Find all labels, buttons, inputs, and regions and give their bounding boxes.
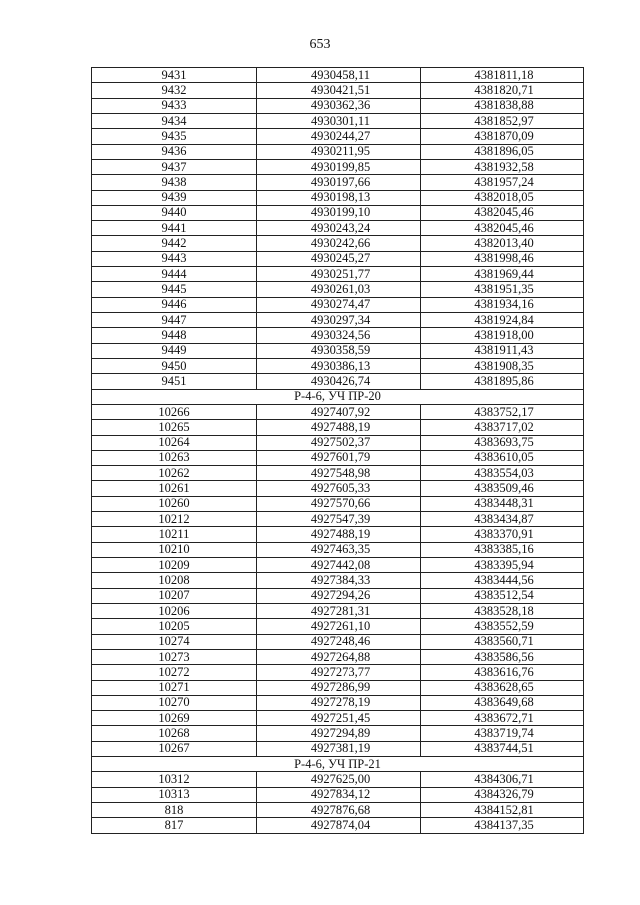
point-number-cell: 9431 xyxy=(92,68,257,83)
table-row xyxy=(92,527,584,542)
table-row xyxy=(92,68,584,83)
y-coordinate-cell: 4383385,16 xyxy=(421,542,584,557)
y-coordinate-cell: 4381811,18 xyxy=(421,68,584,83)
point-number-cell: 9437 xyxy=(92,159,257,174)
y-coordinate-cell: 4383744,51 xyxy=(421,741,584,756)
table-row xyxy=(92,496,584,511)
point-number-cell: 9451 xyxy=(92,374,257,389)
x-coordinate-cell: 4930245,27 xyxy=(257,251,421,266)
x-coordinate-cell: 4930199,10 xyxy=(257,205,421,220)
y-coordinate-cell: 4383719,74 xyxy=(421,726,584,741)
x-coordinate-cell: 4927625,00 xyxy=(257,772,421,787)
table-row xyxy=(92,328,584,343)
point-number-cell: 10260 xyxy=(92,496,257,511)
table-row xyxy=(92,343,584,358)
y-coordinate-cell: 4384152,81 xyxy=(421,803,584,818)
section-header-row xyxy=(92,757,584,772)
table-row xyxy=(92,603,584,618)
point-number-cell: 818 xyxy=(92,803,257,818)
y-coordinate-cell: 4383552,59 xyxy=(421,619,584,634)
point-number-cell: 10209 xyxy=(92,558,257,573)
y-coordinate-cell: 4383693,75 xyxy=(421,435,584,450)
coordinates-table xyxy=(91,67,584,834)
y-coordinate-cell: 4383554,03 xyxy=(421,466,584,481)
table-row xyxy=(92,205,584,220)
table-row xyxy=(92,374,584,389)
x-coordinate-cell: 4927834,12 xyxy=(257,787,421,802)
point-number-cell: 9442 xyxy=(92,236,257,251)
point-number-cell: 9445 xyxy=(92,282,257,297)
x-coordinate-cell: 4927876,68 xyxy=(257,803,421,818)
y-coordinate-cell: 4383370,91 xyxy=(421,527,584,542)
point-number-cell: 9447 xyxy=(92,313,257,328)
table-row xyxy=(92,236,584,251)
x-coordinate-cell: 4927381,19 xyxy=(257,741,421,756)
y-coordinate-cell: 4381934,16 xyxy=(421,297,584,312)
point-number-cell: 9440 xyxy=(92,205,257,220)
x-coordinate-cell: 4930211,95 xyxy=(257,144,421,159)
x-coordinate-cell: 4927548,98 xyxy=(257,466,421,481)
table-row xyxy=(92,772,584,787)
table-row xyxy=(92,803,584,818)
point-number-cell: 817 xyxy=(92,818,257,833)
table-row xyxy=(92,313,584,328)
x-coordinate-cell: 4927294,89 xyxy=(257,726,421,741)
x-coordinate-cell: 4927601,79 xyxy=(257,450,421,465)
table-row xyxy=(92,113,584,128)
table-row xyxy=(92,466,584,481)
point-number-cell: 10263 xyxy=(92,450,257,465)
point-number-cell: 10264 xyxy=(92,435,257,450)
point-number-cell: 10211 xyxy=(92,527,257,542)
x-coordinate-cell: 4930243,24 xyxy=(257,221,421,236)
point-number-cell: 9435 xyxy=(92,129,257,144)
x-coordinate-cell: 4927384,33 xyxy=(257,573,421,588)
table-row xyxy=(92,695,584,710)
x-coordinate-cell: 4930244,27 xyxy=(257,129,421,144)
point-number-cell: 9443 xyxy=(92,251,257,266)
point-number-cell: 9436 xyxy=(92,144,257,159)
table-row xyxy=(92,542,584,557)
x-coordinate-cell: 4927547,39 xyxy=(257,512,421,527)
x-coordinate-cell: 4930386,13 xyxy=(257,358,421,373)
y-coordinate-cell: 4381998,46 xyxy=(421,251,584,266)
table-row xyxy=(92,83,584,98)
point-number-cell: 10206 xyxy=(92,603,257,618)
y-coordinate-cell: 4383752,17 xyxy=(421,404,584,419)
table-row xyxy=(92,420,584,435)
point-number-cell: 9438 xyxy=(92,175,257,190)
point-number-cell: 9448 xyxy=(92,328,257,343)
table-row xyxy=(92,680,584,695)
point-number-cell: 10267 xyxy=(92,741,257,756)
point-number-cell: 9444 xyxy=(92,267,257,282)
table-row xyxy=(92,573,584,588)
point-number-cell: 9434 xyxy=(92,113,257,128)
point-number-cell: 10271 xyxy=(92,680,257,695)
x-coordinate-cell: 4927463,35 xyxy=(257,542,421,557)
table-row xyxy=(92,665,584,680)
y-coordinate-cell: 4381957,24 xyxy=(421,175,584,190)
x-coordinate-cell: 4930274,47 xyxy=(257,297,421,312)
table-row xyxy=(92,404,584,419)
y-coordinate-cell: 4383610,05 xyxy=(421,450,584,465)
point-number-cell: 10268 xyxy=(92,726,257,741)
y-coordinate-cell: 4384326,79 xyxy=(421,787,584,802)
x-coordinate-cell: 4927251,45 xyxy=(257,711,421,726)
point-number-cell: 9432 xyxy=(92,83,257,98)
x-coordinate-cell: 4930197,66 xyxy=(257,175,421,190)
y-coordinate-cell: 4381852,97 xyxy=(421,113,584,128)
y-coordinate-cell: 4383434,87 xyxy=(421,512,584,527)
table-row xyxy=(92,175,584,190)
table-row xyxy=(92,450,584,465)
x-coordinate-cell: 4927264,88 xyxy=(257,649,421,664)
table-row xyxy=(92,297,584,312)
point-number-cell: 10266 xyxy=(92,404,257,419)
point-number-cell: 10212 xyxy=(92,512,257,527)
point-number-cell: 10207 xyxy=(92,588,257,603)
table-row xyxy=(92,159,584,174)
x-coordinate-cell: 4927488,19 xyxy=(257,420,421,435)
point-number-cell: 10262 xyxy=(92,466,257,481)
y-coordinate-cell: 4381896,05 xyxy=(421,144,584,159)
x-coordinate-cell: 4927278,19 xyxy=(257,695,421,710)
y-coordinate-cell: 4381908,35 xyxy=(421,358,584,373)
table-row xyxy=(92,144,584,159)
y-coordinate-cell: 4384137,35 xyxy=(421,818,584,833)
x-coordinate-cell: 4930458,11 xyxy=(257,68,421,83)
table-row xyxy=(92,190,584,205)
x-coordinate-cell: 4930362,36 xyxy=(257,98,421,113)
y-coordinate-cell: 4381969,44 xyxy=(421,267,584,282)
y-coordinate-cell: 4381895,86 xyxy=(421,374,584,389)
y-coordinate-cell: 4381918,00 xyxy=(421,328,584,343)
x-coordinate-cell: 4930261,03 xyxy=(257,282,421,297)
page-number: 653 xyxy=(309,37,331,52)
x-coordinate-cell: 4930198,13 xyxy=(257,190,421,205)
point-number-cell: 10274 xyxy=(92,634,257,649)
coordinates-table-body xyxy=(92,68,584,834)
y-coordinate-cell: 4382045,46 xyxy=(421,221,584,236)
y-coordinate-cell: 4383395,94 xyxy=(421,558,584,573)
x-coordinate-cell: 4927874,04 xyxy=(257,818,421,833)
x-coordinate-cell: 4930251,77 xyxy=(257,267,421,282)
x-coordinate-cell: 4930242,66 xyxy=(257,236,421,251)
point-number-cell: 9449 xyxy=(92,343,257,358)
y-coordinate-cell: 4381911,43 xyxy=(421,343,584,358)
point-number-cell: 10269 xyxy=(92,711,257,726)
y-coordinate-cell: 4383616,76 xyxy=(421,665,584,680)
y-coordinate-cell: 4383672,71 xyxy=(421,711,584,726)
table-row xyxy=(92,481,584,496)
y-coordinate-cell: 4381951,35 xyxy=(421,282,584,297)
table-row xyxy=(92,98,584,113)
point-number-cell: 10208 xyxy=(92,573,257,588)
x-coordinate-cell: 4930421,51 xyxy=(257,83,421,98)
section-header: Р-4-6, УЧ ПР-20 xyxy=(92,389,584,404)
y-coordinate-cell: 4383444,56 xyxy=(421,573,584,588)
point-number-cell: 9439 xyxy=(92,190,257,205)
point-number-cell: 9441 xyxy=(92,221,257,236)
table-row xyxy=(92,649,584,664)
y-coordinate-cell: 4383509,46 xyxy=(421,481,584,496)
y-coordinate-cell: 4381820,71 xyxy=(421,83,584,98)
x-coordinate-cell: 4927570,66 xyxy=(257,496,421,511)
point-number-cell: 10265 xyxy=(92,420,257,435)
x-coordinate-cell: 4930358,59 xyxy=(257,343,421,358)
y-coordinate-cell: 4383448,31 xyxy=(421,496,584,511)
table-row xyxy=(92,818,584,833)
y-coordinate-cell: 4383649,68 xyxy=(421,695,584,710)
y-coordinate-cell: 4383560,71 xyxy=(421,634,584,649)
y-coordinate-cell: 4382013,40 xyxy=(421,236,584,251)
table-row xyxy=(92,512,584,527)
x-coordinate-cell: 4927273,77 xyxy=(257,665,421,680)
table-row xyxy=(92,741,584,756)
x-coordinate-cell: 4927442,08 xyxy=(257,558,421,573)
x-coordinate-cell: 4927605,33 xyxy=(257,481,421,496)
x-coordinate-cell: 4927281,31 xyxy=(257,603,421,618)
table-row xyxy=(92,251,584,266)
point-number-cell: 10313 xyxy=(92,787,257,802)
y-coordinate-cell: 4382045,46 xyxy=(421,205,584,220)
y-coordinate-cell: 4381932,58 xyxy=(421,159,584,174)
table-row xyxy=(92,558,584,573)
y-coordinate-cell: 4383628,65 xyxy=(421,680,584,695)
x-coordinate-cell: 4927286,99 xyxy=(257,680,421,695)
table-row xyxy=(92,787,584,802)
table-row xyxy=(92,588,584,603)
x-coordinate-cell: 4930199,85 xyxy=(257,159,421,174)
point-number-cell: 9433 xyxy=(92,98,257,113)
point-number-cell: 10273 xyxy=(92,649,257,664)
table-row xyxy=(92,282,584,297)
x-coordinate-cell: 4930426,74 xyxy=(257,374,421,389)
table-row xyxy=(92,221,584,236)
x-coordinate-cell: 4927407,92 xyxy=(257,404,421,419)
y-coordinate-cell: 4381924,84 xyxy=(421,313,584,328)
y-coordinate-cell: 4383586,56 xyxy=(421,649,584,664)
x-coordinate-cell: 4930301,11 xyxy=(257,113,421,128)
point-number-cell: 9446 xyxy=(92,297,257,312)
x-coordinate-cell: 4930324,56 xyxy=(257,328,421,343)
y-coordinate-cell: 4381838,88 xyxy=(421,98,584,113)
y-coordinate-cell: 4381870,09 xyxy=(421,129,584,144)
section-header-row xyxy=(92,389,584,404)
point-number-cell: 10272 xyxy=(92,665,257,680)
y-coordinate-cell: 4384306,71 xyxy=(421,772,584,787)
table-row xyxy=(92,267,584,282)
point-number-cell: 10210 xyxy=(92,542,257,557)
y-coordinate-cell: 4383512,54 xyxy=(421,588,584,603)
point-number-cell: 10261 xyxy=(92,481,257,496)
x-coordinate-cell: 4930297,34 xyxy=(257,313,421,328)
x-coordinate-cell: 4927294,26 xyxy=(257,588,421,603)
y-coordinate-cell: 4382018,05 xyxy=(421,190,584,205)
table-row xyxy=(92,726,584,741)
point-number-cell: 10205 xyxy=(92,619,257,634)
x-coordinate-cell: 4927248,46 xyxy=(257,634,421,649)
x-coordinate-cell: 4927488,19 xyxy=(257,527,421,542)
point-number-cell: 9450 xyxy=(92,358,257,373)
table-row xyxy=(92,634,584,649)
table-row xyxy=(92,129,584,144)
table-row xyxy=(92,619,584,634)
table-row xyxy=(92,435,584,450)
table-row xyxy=(92,358,584,373)
x-coordinate-cell: 4927502,37 xyxy=(257,435,421,450)
point-number-cell: 10270 xyxy=(92,695,257,710)
table-row xyxy=(92,711,584,726)
y-coordinate-cell: 4383528,18 xyxy=(421,603,584,618)
section-header: Р-4-6, УЧ ПР-21 xyxy=(92,757,584,772)
x-coordinate-cell: 4927261,10 xyxy=(257,619,421,634)
point-number-cell: 10312 xyxy=(92,772,257,787)
y-coordinate-cell: 4383717,02 xyxy=(421,420,584,435)
